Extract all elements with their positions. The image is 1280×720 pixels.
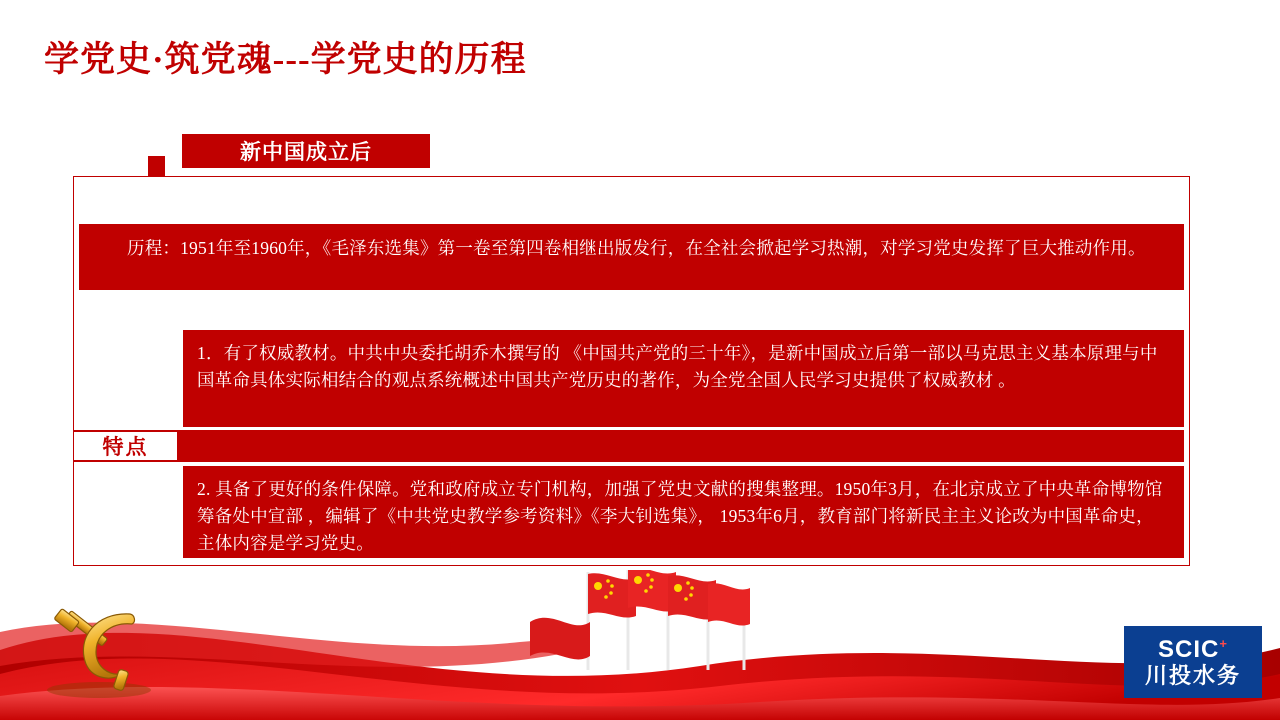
logo-en-label: SCIC	[1158, 635, 1220, 663]
feature-label-bar	[177, 430, 1184, 462]
company-logo	[1124, 626, 1262, 698]
section-tab-label: 新中国成立后	[182, 134, 430, 168]
feature-item-1: 1．有了权威教材。中共中央委托胡乔木撰写的 《中国共产党的三十年》，是新中国成立后第一部以马克思主义基本原理与中国革命具体实际相结合的观点系统概述中国共产党历史的著作，为全党全国人民学习史提供了权威教材 。	[183, 330, 1184, 427]
logo-en-text	[1158, 637, 1228, 662]
feature-label: 特点	[74, 430, 177, 462]
history-block	[79, 224, 1184, 290]
logo-cn-label: 川投水务	[1144, 663, 1241, 689]
national-flags-graphic	[528, 570, 778, 674]
feature-item-2: 2. 具备了更好的条件保障。党和政府成立专门机构，加强了党史文献的搜集整理。1950年3月，在北京成立了中央革命博物馆筹备处中宣部 ，编辑了《中共党史教学参考资料》《李大钊选集》， 1953年6月，教育部门将新民主主义论改为中国革命史，主体内容是学习党史。	[183, 466, 1184, 558]
history-block-text: 历程：1951年至1960年，《毛泽东选集》第一卷至第四卷相继出版发行，在全社会掀起学习热潮，对学习党史发挥了巨大推动作用。	[127, 238, 1146, 258]
party-emblem-icon	[38, 598, 160, 698]
logo-mark: +	[1219, 635, 1228, 651]
page-title: 学党史·筑党魂---学党史的历程	[44, 40, 527, 79]
bottom-decoration	[0, 570, 1280, 720]
